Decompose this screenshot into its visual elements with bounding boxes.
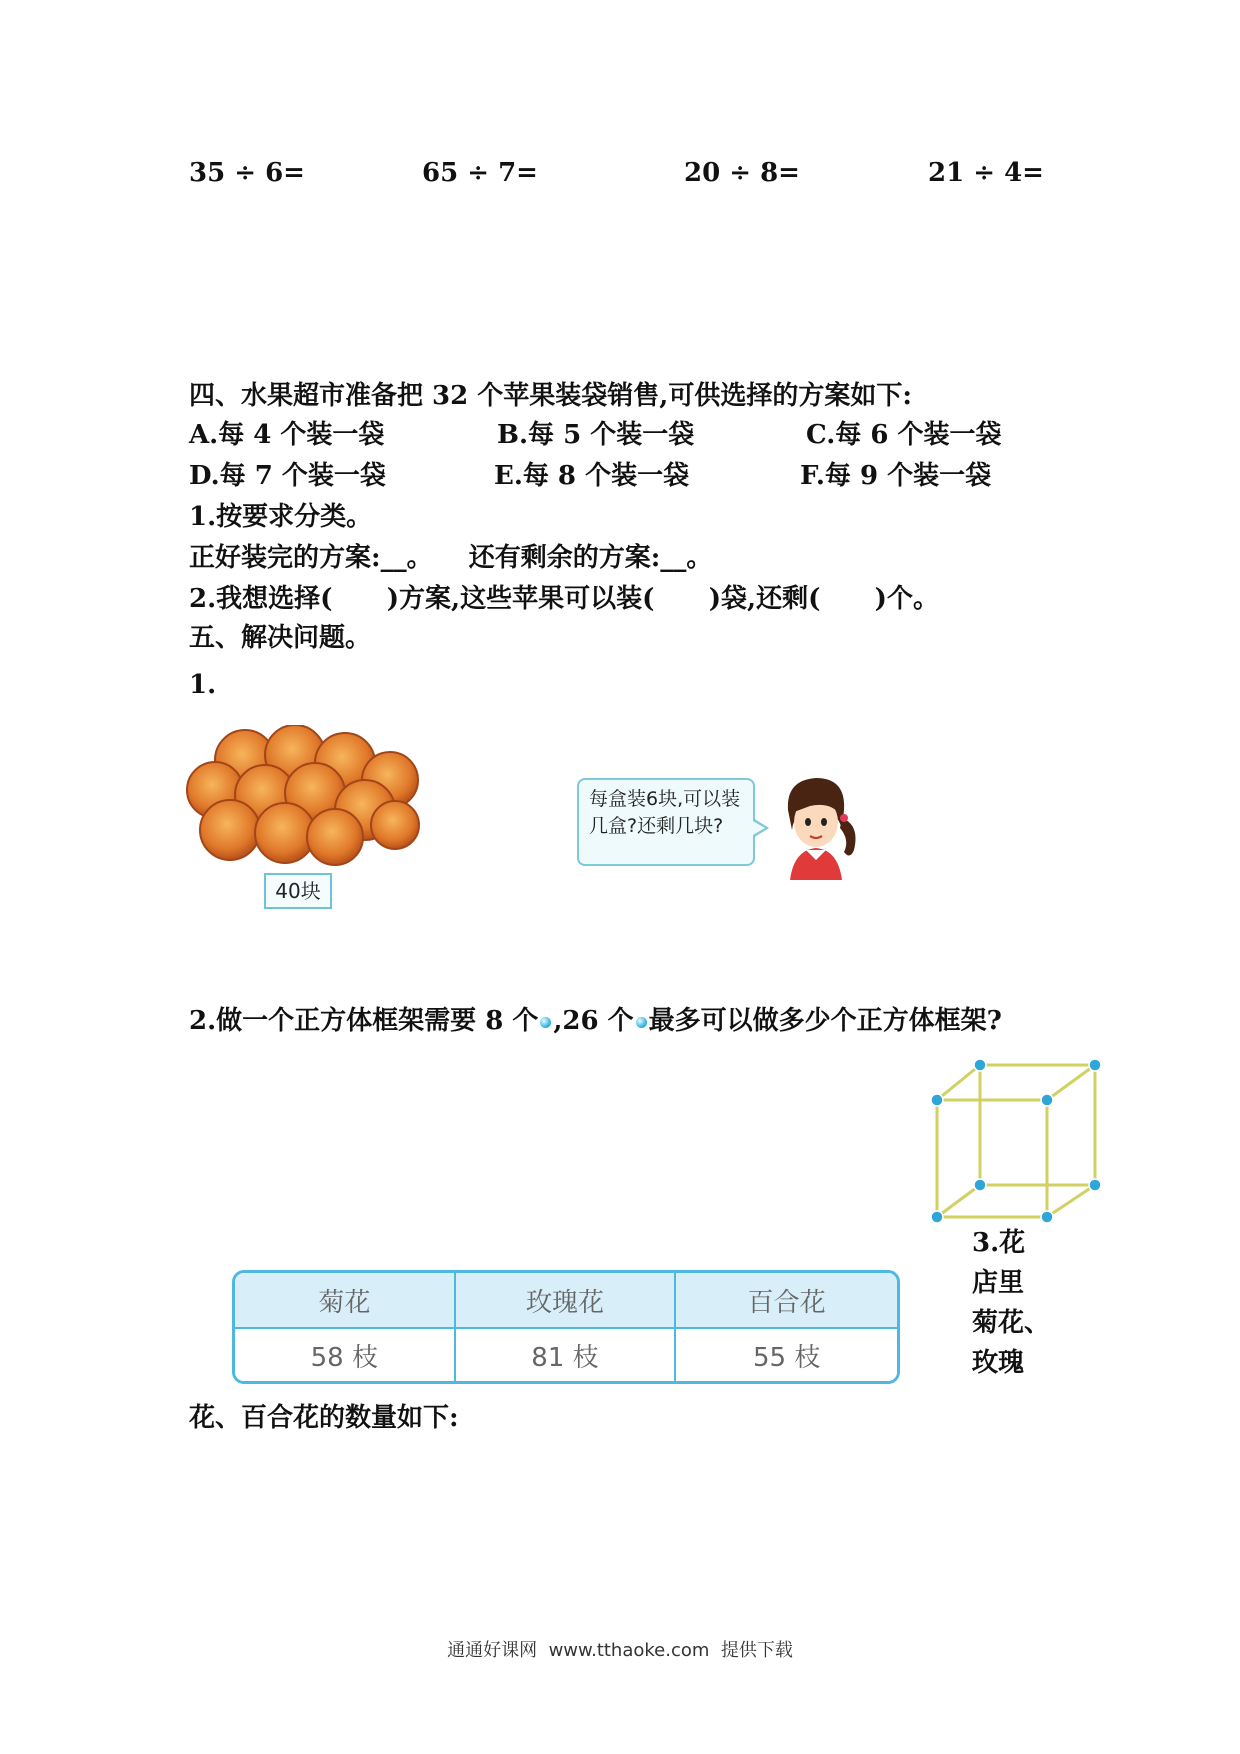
ball-icon [636,1017,647,1028]
equation-1: 35 ÷ 6= [189,158,305,188]
problem-1-label: 1. [189,670,217,700]
equation-2: 65 ÷ 7= [422,158,538,188]
equation-4: 21 ÷ 4= [928,158,1044,188]
option-c: C.每 6 个装一袋 [806,420,1002,450]
problem-3-side-3: 菊花、 [972,1308,1051,1338]
question-2: 2.我想选择( )方案,这些苹果可以装( )袋,还剩( )个。 [189,584,939,614]
mooncakes-illustration [185,725,425,875]
question-1-answer-line: 正好装完的方案:__。 还有剩余的方案:__。 [189,543,713,573]
girl-illustration [780,770,860,880]
problem-3-side-4: 玫瑰 [972,1348,1025,1378]
option-e: E.每 8 个装一袋 [494,461,690,491]
option-b: B.每 5 个装一袋 [497,420,695,450]
section4-title: 四、水果超市准备把 32 个苹果装袋销售,可供选择的方案如下: [189,381,912,411]
problem-3-side-1: 3.花 [972,1228,1026,1258]
table-header-row [235,1273,897,1329]
option-f: F.每 9 个装一袋 [800,461,992,491]
table-header-cell: 玫瑰花 [456,1273,677,1329]
table-row [235,1329,897,1381]
table-header-cell: 菊花 [235,1273,456,1329]
table-cell: 55 枝 [676,1329,897,1381]
problem-2-text-mid: ,26 个 [553,1006,634,1036]
speech-bubble: 每盒装6块,可以装几盒?还剩几块? [577,778,755,866]
section5-title: 五、解决问题。 [189,623,372,653]
speech-bubble-tail-inner [753,821,765,835]
option-d: D.每 7 个装一袋 [189,461,386,491]
table-cell: 58 枝 [235,1329,456,1381]
table-header-cell: 百合花 [676,1273,897,1329]
footer-source: 通通好课网 www.tthaoke.com 提供下载 [447,1640,793,1661]
problem-3-tail: 花、百合花的数量如下: [189,1403,459,1433]
question-1: 1.按要求分类。 [189,502,373,532]
cube-frame-illustration [925,1055,1110,1225]
problem-2-text-after: 最多可以做多少个正方体框架? [648,1006,1002,1036]
equation-3: 20 ÷ 8= [684,158,800,188]
problem-2 [189,1000,1002,1037]
table-cell: 81 枝 [456,1329,677,1381]
problem-2-text-before: 2.做一个正方体框架需要 8 个 [189,1006,539,1036]
mooncake-count-label: 40块 [264,873,332,909]
problem-3-side-2: 店里 [972,1268,1025,1298]
option-a: A.每 4 个装一袋 [189,420,385,450]
ball-icon [540,1017,551,1028]
flower-count-table [232,1270,900,1384]
